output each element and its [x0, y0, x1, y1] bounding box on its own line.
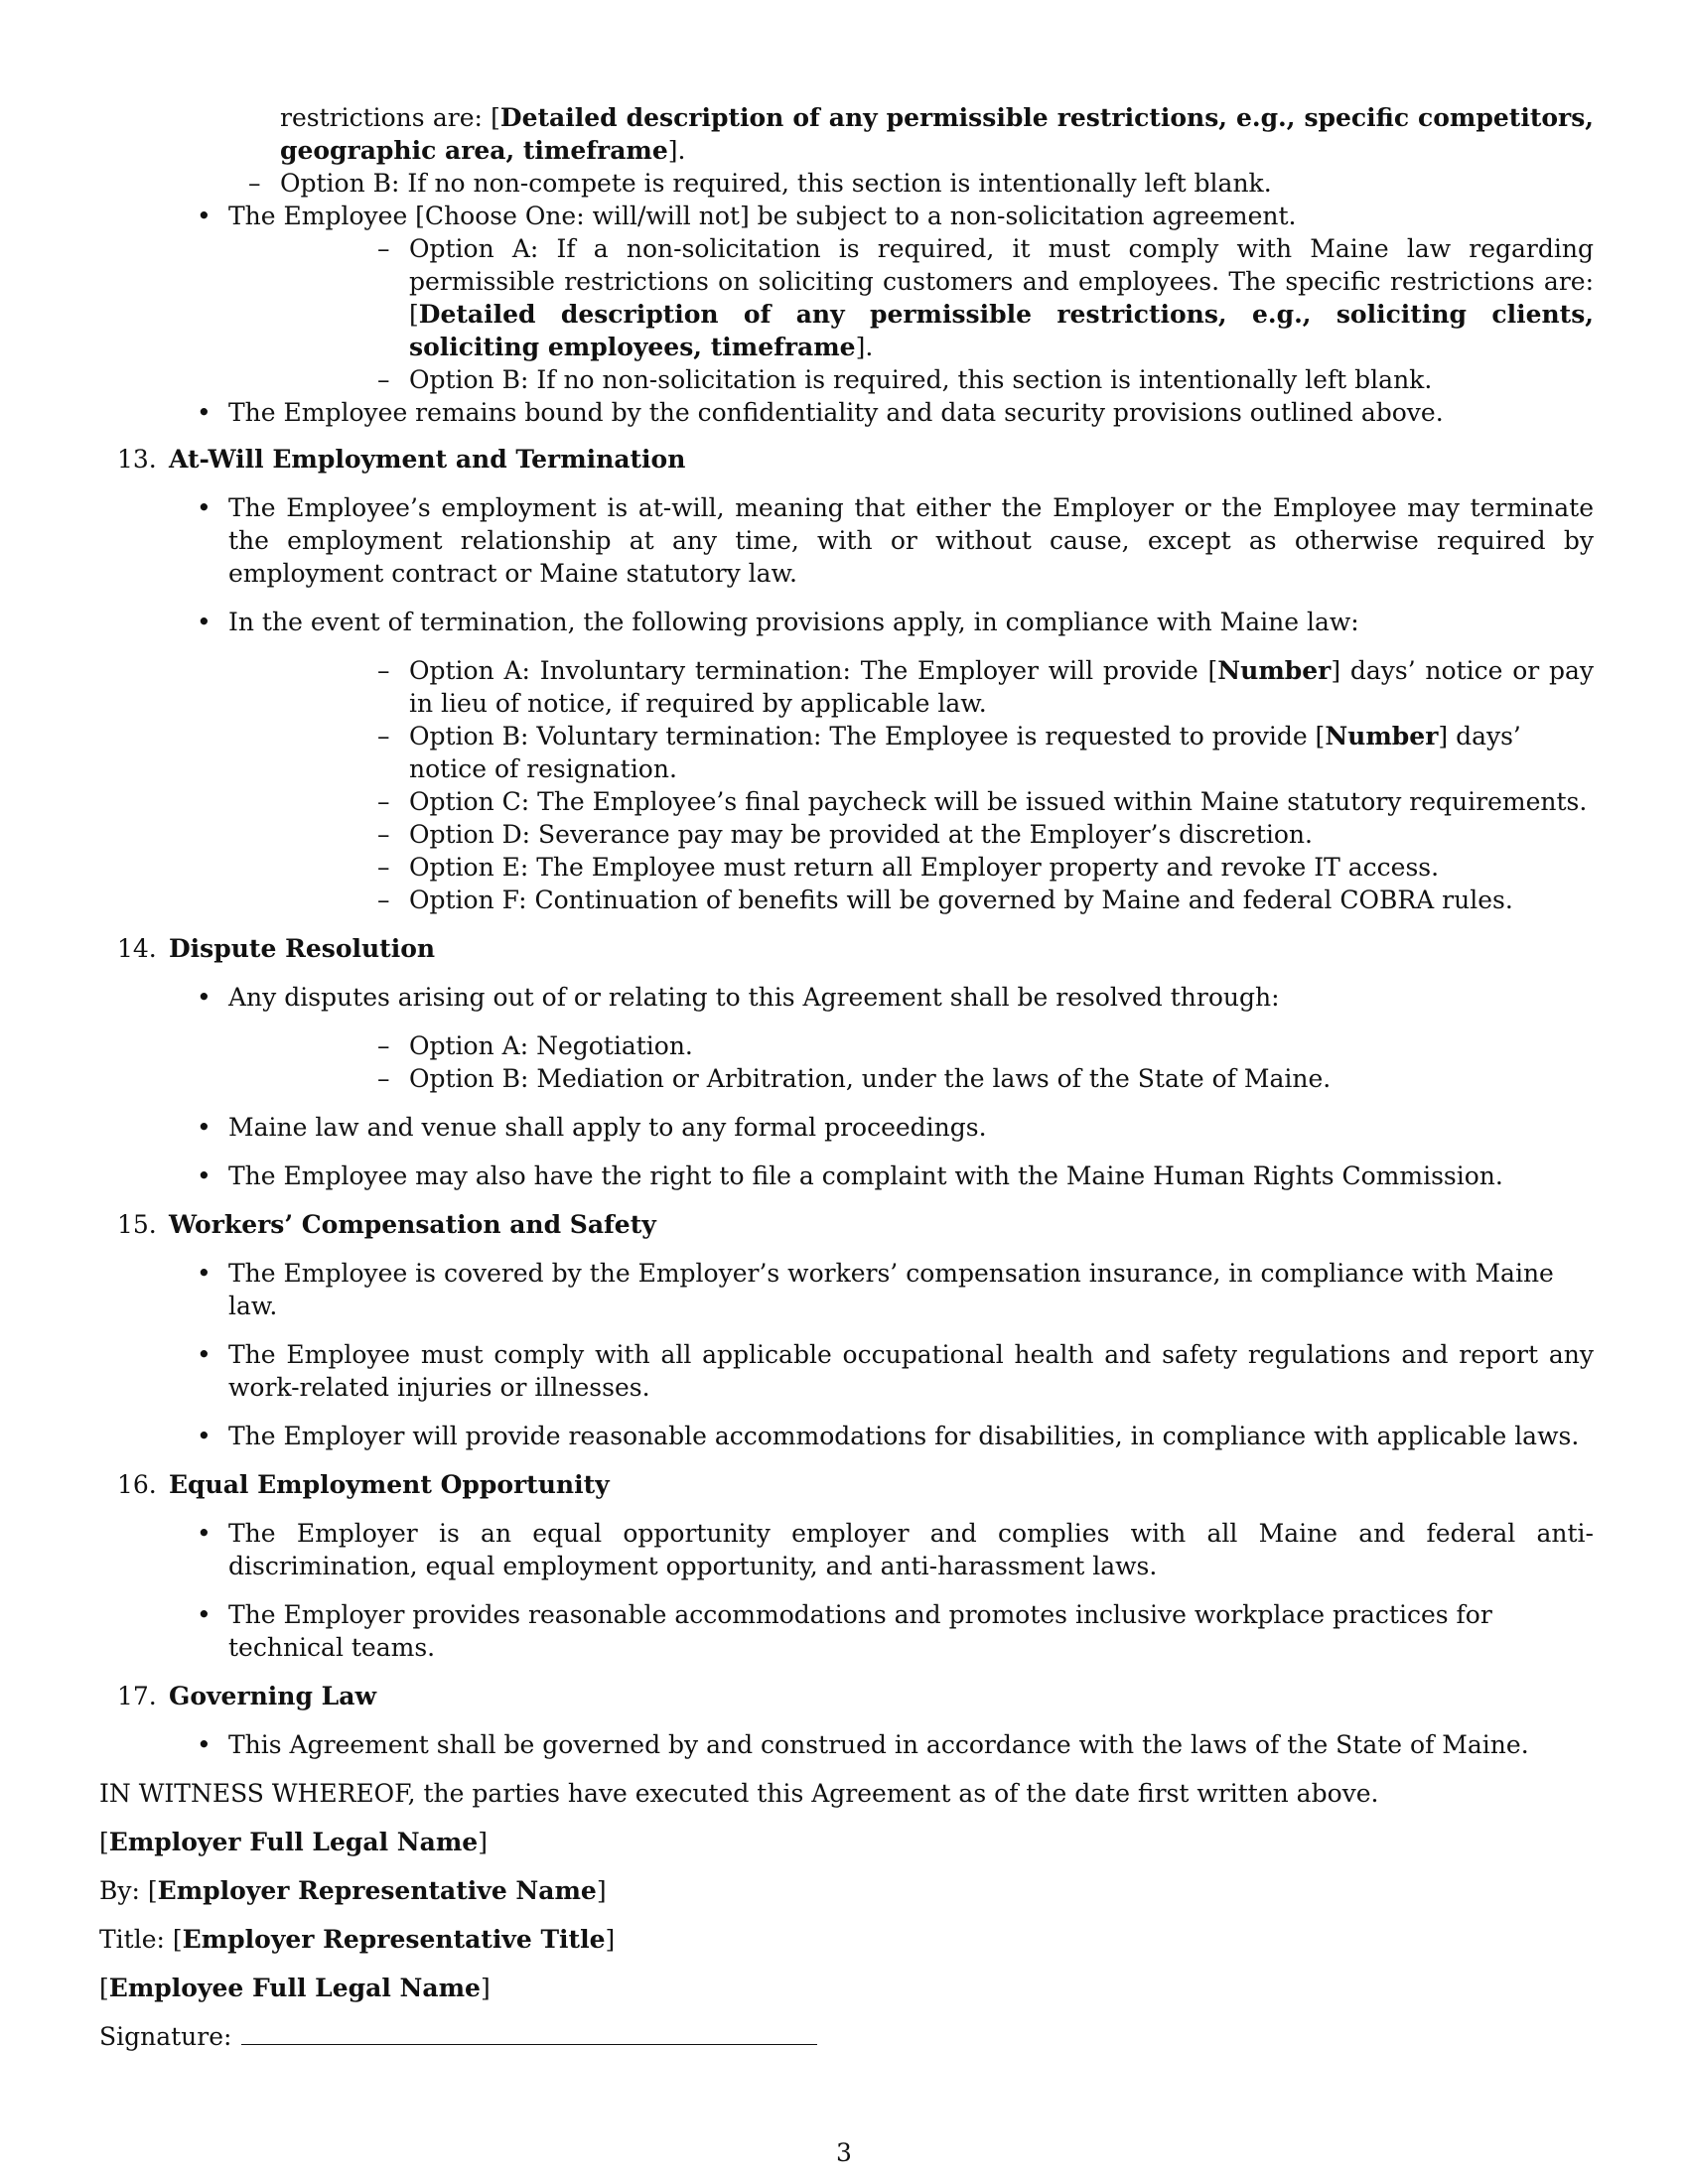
section-16-heading: 16. Equal Employment Opportunity [117, 1470, 610, 1499]
section-15-bullets [99, 1257, 1594, 1452]
list-item: – Option C: The Employee’s final paycheck will be issued within Maine statutory requirements. [377, 787, 1588, 816]
section-13-heading: 13. At-Will Employment and Termination [117, 445, 686, 474]
nonsolicit-restrictions-placeholder: Detailed description of any permissible restrictions, e.g., soliciting clients, soliciting employees, timeframe [409, 300, 1594, 361]
list-item: • The Employer will provide reasonable accommodations for disabilities, in compliance with applicable laws. [197, 1422, 1580, 1450]
list-item: • In the event of termination, the following provisions apply, in compliance with Maine law: – Option A: Involuntary termination: The Employer will provide [Number] days’ notice or pay in lieu of notice, if required by applicable law. – Option B: Voluntary termination: The Employee is requested to provide [Number] days’ notice of resignation. – Option C: The Employee’s final paycheck will be issued within Maine statutory requirements. – Option D: Severance pay may be provided at the Employer’s discretion. – Option E: The Employee must return all Employer property and revoke IT access. – Option F: Continuation of benefits will be governed by Maine and federal COBRA rules. [197, 608, 1594, 914]
noncompete-options [99, 167, 1594, 200]
list-item: • The Employee [Choose One: will/will not] be subject to a non-solicitation agreement. – Option A: If a non-solicitation is required, it must comply with Maine law regarding permissible restrictions on soliciting customers and employees. The specific restrictions are: [Detailed description of any permissible restrictions, e.g., soliciting clients, soliciting employees, timeframe]. – Option B: If no non-solicitation is required, this section is intentionally left blank. [197, 202, 1594, 394]
employer-representative-line: By: [Employer Representative Name] [99, 1876, 607, 1905]
signature-field[interactable] [241, 2020, 817, 2045]
list-item: – Option A: Involuntary termination: The Employer will provide [Number] days’ notice or pay in lieu of notice, if required by applicable law. [377, 656, 1594, 718]
list-item: – Option E: The Employee must return all Employer property and revoke IT access. [377, 853, 1440, 882]
list-item: – Option B: If no non-solicitation is required, this section is intentionally left blank. [377, 365, 1433, 394]
employee-name-placeholder: [Employee Full Legal Name] [99, 1974, 491, 2002]
list-item: – Option D: Severance pay may be provided at the Employer’s discretion. [377, 820, 1313, 849]
witness-clause: IN WITNESS WHEREOF, the parties have executed this Agreement as of the date first written above. [99, 1779, 1379, 1808]
list-item: – Option B: Voluntary termination: The Employee is requested to provide [Number] days’ notice of resignation. [377, 722, 1521, 783]
list-item: • The Employee must comply with all applicable occupational health and safety regulations and report any work-related injuries or illnesses. [197, 1340, 1594, 1402]
restrictions-bullets [99, 200, 1594, 429]
termination-options [228, 654, 1594, 916]
document-body [99, 101, 1594, 2069]
section-13-bullets [99, 491, 1594, 916]
list-item: • The Employer is an equal opportunity employer and complies with all Maine and federal anti-discrimination, equal employment opportunity, and anti-harassment laws. [197, 1519, 1594, 1580]
list-item: – Option B: If no non-compete is required, this section is intentionally left blank. [248, 169, 1272, 198]
section-17-bullets [99, 1728, 1594, 1761]
nonsolicit-options [228, 232, 1594, 396]
page-number: 3 [836, 2138, 852, 2167]
section-17-heading: 17. Governing Law [117, 1682, 376, 1710]
dispute-options [228, 1029, 1594, 1095]
signature-line: Signature: [99, 2020, 1594, 2053]
list-item: – Option B: Mediation or Arbitration, under the laws of the State of Maine. [377, 1064, 1332, 1093]
list-item: – Option F: Continuation of benefits will be governed by Maine and federal COBRA rules. [377, 886, 1513, 914]
list-item: • Maine law and venue shall apply to any formal proceedings. [197, 1113, 987, 1142]
list-item: • The Employee is covered by the Employer’s workers’ compensation insurance, in compliance with Maine law. [197, 1259, 1554, 1320]
section-16-bullets [99, 1517, 1594, 1664]
section-14-bullets [99, 981, 1594, 1192]
noncompete-restrictions-placeholder: Detailed description of any permissible restrictions, e.g., specific competitors, geographic area, timeframe [280, 103, 1594, 165]
list-item: • The Employee’s employment is at-will, meaning that either the Employer or the Employee may terminate the employment relationship at any time, with or without cause, except as otherwise required by employment contract or Maine statutory law. [197, 493, 1594, 588]
list-item: • The Employer provides reasonable accommodations and promotes inclusive workplace practices for technical teams. [197, 1600, 1492, 1662]
section-15-heading: 15. Workers’ Compensation and Safety [117, 1210, 656, 1239]
employer-title-line: Title: [Employer Representative Title] [99, 1925, 616, 1954]
list-item: – Option A: If a non-solicitation is required, it must comply with Maine law regarding permissible restrictions on soliciting customers and employees. The specific restrictions are: [Detailed description of any permissible restrictions, e.g., soliciting clients, soliciting employees, timeframe]. [377, 234, 1594, 361]
list-item: • Any disputes arising out of or relating to this Agreement shall be resolved through: – Option A: Negotiation. – Option B: Mediation or Arbitration, under the laws of the State of Maine. [99, 981, 1594, 1095]
list-item: • The Employee remains bound by the confidentiality and data security provisions outlined above. [197, 398, 1444, 427]
noncompete-restrictions-continuation: restrictions are: [Detailed description of any permissible restrictions, e.g., specific competitors, geographic area, timeframe]. [280, 103, 1594, 165]
list-item: • This Agreement shall be governed by and construed in accordance with the laws of the State of Maine. [197, 1730, 1529, 1759]
section-14-heading: 14. Dispute Resolution [117, 934, 436, 963]
employer-name-placeholder: [Employer Full Legal Name] [99, 1828, 488, 1856]
list-item: – Option A: Negotiation. [377, 1031, 693, 1060]
list-item: • The Employee may also have the right to file a complaint with the Maine Human Rights Commission. [197, 1161, 1503, 1190]
